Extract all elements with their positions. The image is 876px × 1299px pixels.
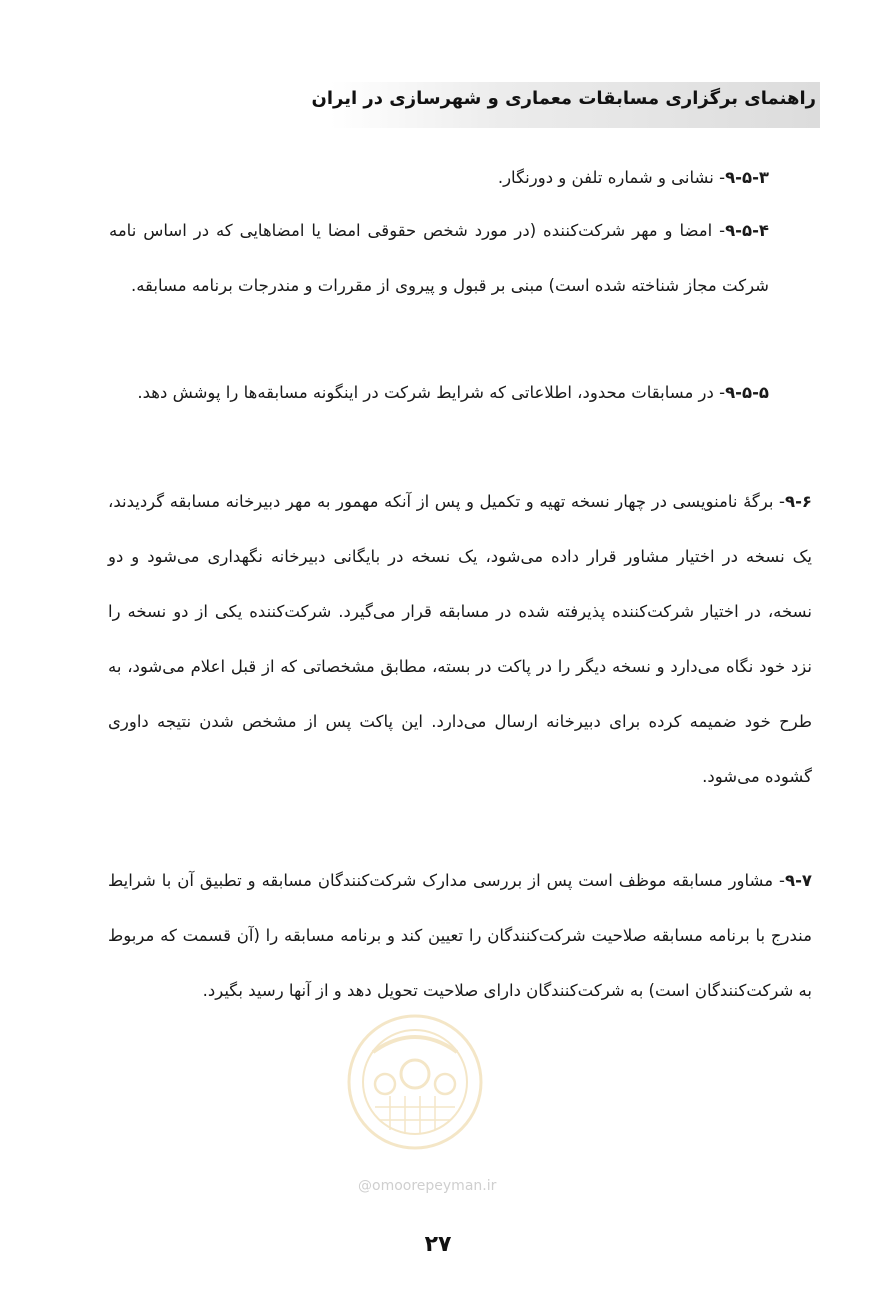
clause-text: - در مسابقات محدود، اطلاعاتی که شرایط شرکت در اینگونه مسابقه‌ها را پوشش دهد. bbox=[137, 383, 726, 402]
paragraph-9-6 bbox=[108, 474, 812, 804]
clause-number: ۹-۶ bbox=[785, 492, 812, 511]
clause-text: - برگهٔ نامنویسی در چهار نسخه تهیه و تکمیل و پس از آنکه مهمور به مهر دبیرخانه مسابقه گردیدند، یک نسخه در اختیار مشاور قرار داده می‌شود، یک نسخه در بایگانی دبیرخانه نگهداری می‌شود و دو نسخه، در اختیار شرکت‌کننده پذیرفته شده در مسابقه قرار می‌گیرد. شرکت‌کننده یکی از دو نسخه را نزد خود نگاه می‌دارد و نسخه دیگر را در پاکت در بسته، مطابق مشخصاتی که از قبل اعلام می‌شود، به طرح خود ضمیمه کرده برای دبیرخانه ارسال می‌دارد. این پاکت پس از مشخص شدن نتیجه داوری گشوده می‌شود. bbox=[108, 492, 812, 786]
paragraph-9-5-5 bbox=[109, 365, 769, 420]
clause-text: - مشاور مسابقه موظف است پس از بررسی مدارک شرکت‌کنندگان مسابقه و تطبیق آن با شرایط مندرج با برنامه مسابقه صلاحیت شرکت‌کنندگان را تعیین کند و برنامه مسابقه را (آن قسمت که مربوط به شرکت‌کنندگان است) به شرکت‌کنندگان دارای صلاحیت تحویل دهد و از آنها رسید بگیرد. bbox=[108, 871, 812, 1000]
clause-number: ۹-۵-۵ bbox=[725, 383, 769, 402]
clause-text: - نشانی و شماره تلفن و دورنگار. bbox=[497, 168, 726, 187]
clause-text: - امضا و مهر شرکت‌کننده (در مورد شخص حقوقی امضا یا امضاهایی که در اساس نامه شرکت مجاز شناخته شده است) مبنی بر قبول و پیروی از مقررات و مندرجات برنامه مسابقه. bbox=[109, 221, 769, 295]
running-header-title: راهنمای برگزاری مسابقات معماری و شهرسازی در ایران bbox=[311, 88, 816, 109]
paragraph-9-5-4 bbox=[109, 203, 769, 313]
watermark-seal-icon bbox=[345, 1012, 485, 1152]
paragraph-9-7 bbox=[108, 853, 812, 1018]
page-number: ۲۷ bbox=[424, 1232, 452, 1257]
clause-number: ۹-۵-۴ bbox=[725, 221, 769, 240]
clause-number: ۹-۷ bbox=[785, 871, 812, 890]
clause-number: ۹-۵-۳ bbox=[725, 168, 769, 187]
paragraph-9-5-3 bbox=[109, 150, 769, 205]
watermark-url: @omoorepeyman.ir bbox=[358, 1178, 497, 1194]
